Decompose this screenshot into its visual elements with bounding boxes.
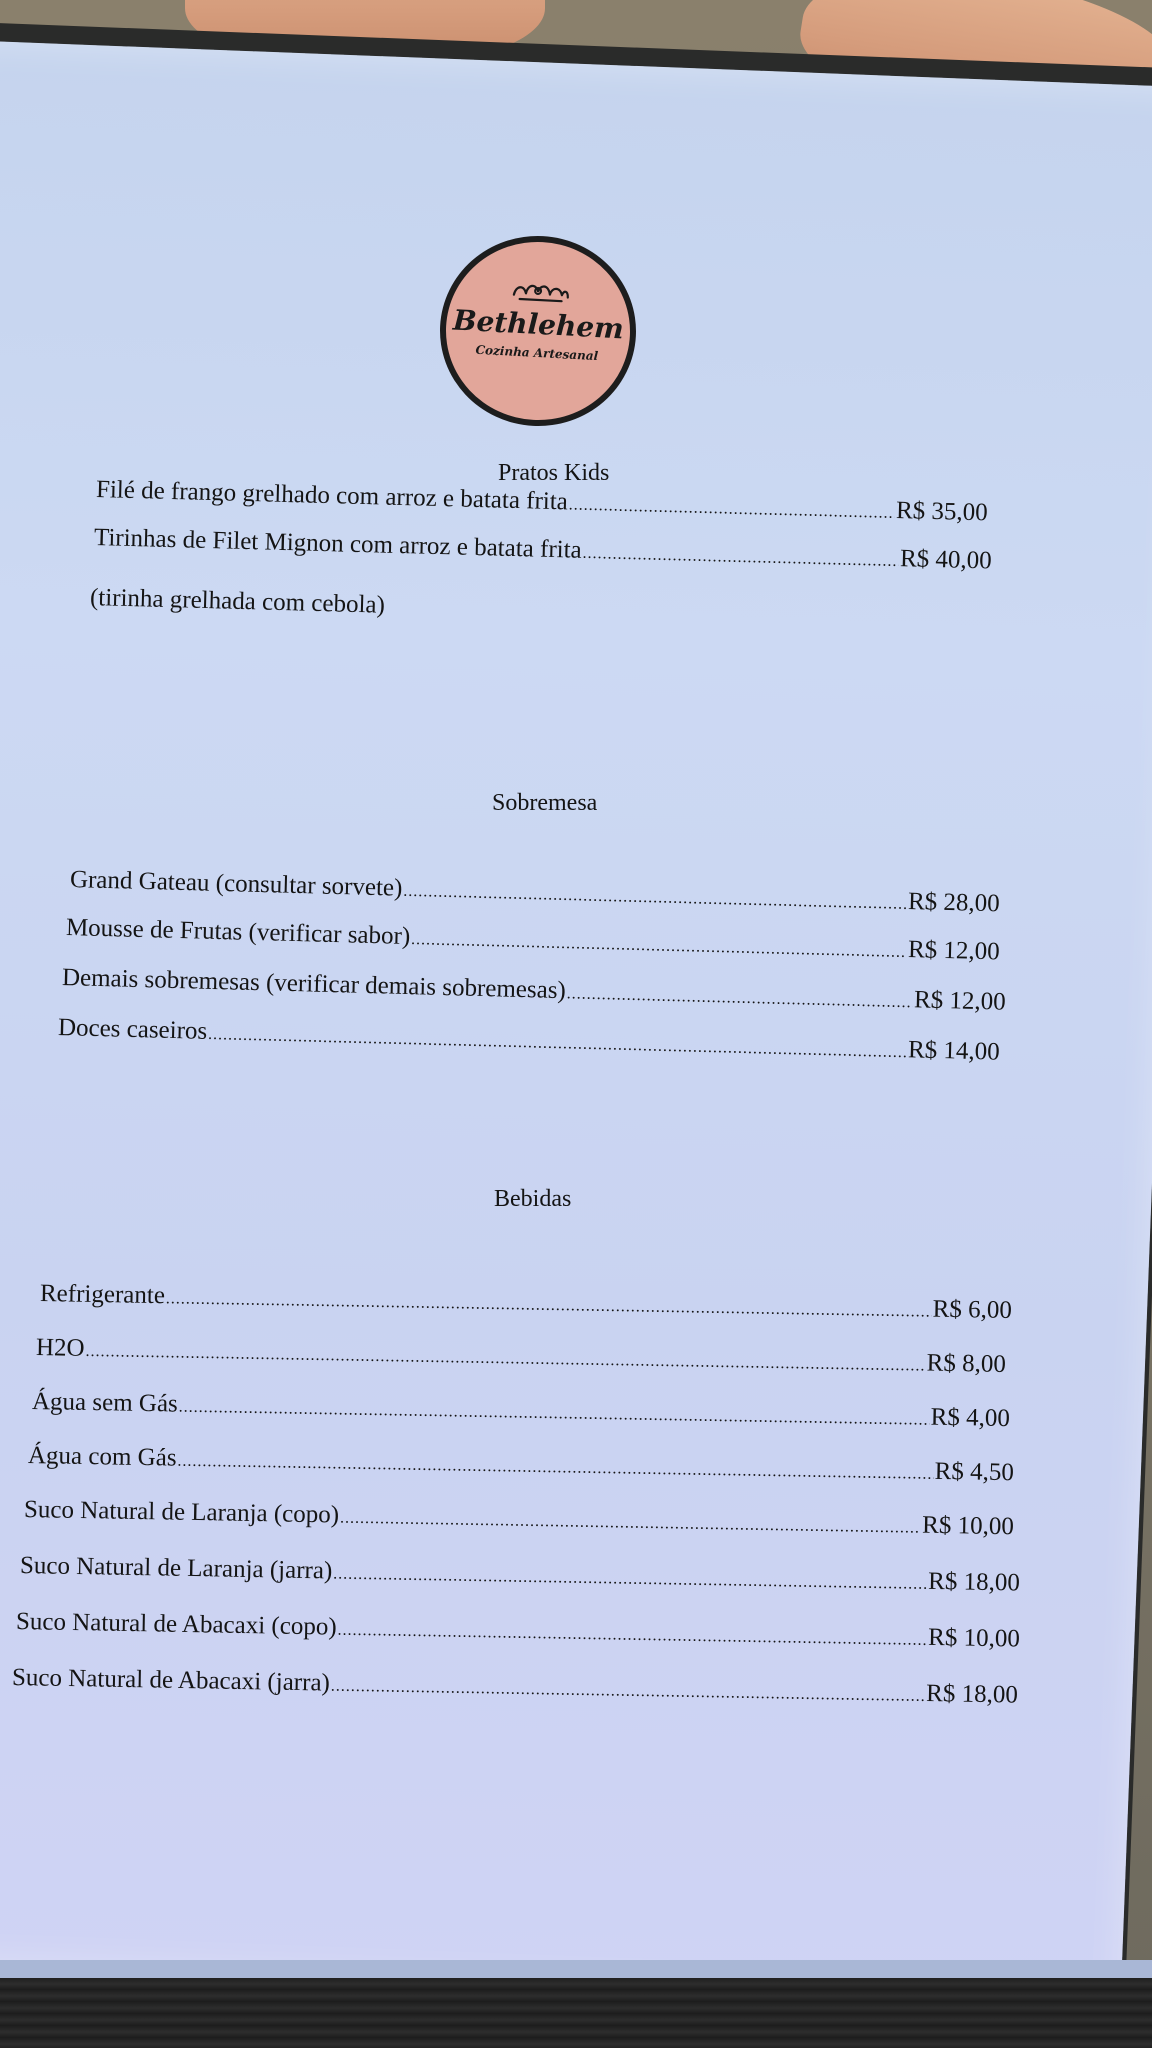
item-price: R$ 12,00 [907, 936, 1001, 966]
dot-leader [566, 985, 913, 1012]
section-title-pratos-kids: Pratos Kids [498, 460, 610, 486]
logo-subtitle: Cozinha Artesanal [475, 342, 599, 364]
menu-item [28, 1442, 1014, 1487]
dot-leader [331, 1678, 926, 1706]
dot-leader [177, 1453, 933, 1484]
dot-leader [582, 545, 899, 571]
menu-item [36, 1334, 1006, 1379]
dot-leader [208, 1026, 907, 1062]
item-name: Grand Gateau (consultar sorvete) [69, 866, 403, 902]
dot-leader [333, 1565, 927, 1593]
menu-item [12, 1664, 1018, 1710]
item-price: R$ 4,00 [930, 1403, 1011, 1433]
item-price: R$ 18,00 [927, 1567, 1021, 1597]
item-name: Mousse de Frutas (verificar sabor) [65, 914, 411, 951]
table-surface [0, 1978, 1152, 2048]
menu-item [94, 524, 992, 575]
logo-name: Bethlehem [452, 303, 625, 346]
item-name: Refrigerante [39, 1280, 166, 1310]
item-price: R$ 18,00 [925, 1679, 1019, 1709]
item-name: Água sem Gás [31, 1388, 179, 1418]
dot-leader [403, 883, 907, 914]
item-price: R$ 12,00 [913, 986, 1007, 1016]
item-price: R$ 10,00 [921, 1511, 1015, 1541]
dot-leader [411, 931, 907, 962]
item-price: R$ 10,00 [927, 1623, 1021, 1653]
item-name: Suco Natural de Abacaxi (copo) [15, 1608, 337, 1641]
item-price: R$ 35,00 [895, 496, 989, 527]
menu-item [16, 1608, 1020, 1654]
menu-item [24, 1496, 1014, 1541]
item-name: Demais sobremesas (verificar demais sobremesas) [61, 964, 567, 1005]
item-price: R$ 4,50 [934, 1457, 1015, 1487]
section-title-sobremesa: Sobremesa [492, 790, 598, 816]
item-price: R$ 8,00 [926, 1349, 1007, 1378]
item-name: Água com Gás [27, 1442, 177, 1472]
item-price: R$ 40,00 [899, 545, 993, 575]
dot-leader [340, 1510, 921, 1538]
menu-item [32, 1388, 1010, 1433]
dot-leader [166, 1290, 932, 1321]
menu-item [20, 1552, 1020, 1597]
restaurant-logo [435, 231, 641, 431]
sheet-bottom-edge [0, 1960, 1152, 1980]
item-name: Tirinhas de Filet Mignon com arroz e batata frita [93, 524, 583, 564]
section-title-bebidas: Bebidas [494, 1186, 572, 1212]
item-name: Suco Natural de Laranja (jarra) [19, 1552, 333, 1585]
dot-leader [85, 1343, 925, 1376]
item-note: (tirinha grelhada com cebola) [89, 584, 386, 619]
item-price: R$ 6,00 [932, 1295, 1013, 1324]
item-name: H2O [35, 1334, 85, 1362]
menu-item [70, 866, 1000, 918]
dot-leader [569, 496, 896, 523]
item-price: R$ 28,00 [907, 887, 1001, 918]
item-name: Suco Natural de Abacaxi (jarra) [11, 1664, 331, 1697]
menu-item [66, 914, 1000, 966]
tiara-ornament-icon [512, 281, 571, 304]
menu-item [58, 1014, 1000, 1067]
dot-leader [179, 1399, 930, 1430]
item-name: Doces caseiros [57, 1014, 208, 1045]
item-name: Filé de frango grelhado com arroz e batata frita [95, 476, 569, 516]
menu-item [62, 964, 1006, 1017]
menu-item [40, 1280, 1012, 1325]
item-name: Suco Natural de Laranja (copo) [23, 1496, 340, 1529]
dot-leader [337, 1622, 927, 1650]
item-price: R$ 14,00 [907, 1036, 1001, 1066]
